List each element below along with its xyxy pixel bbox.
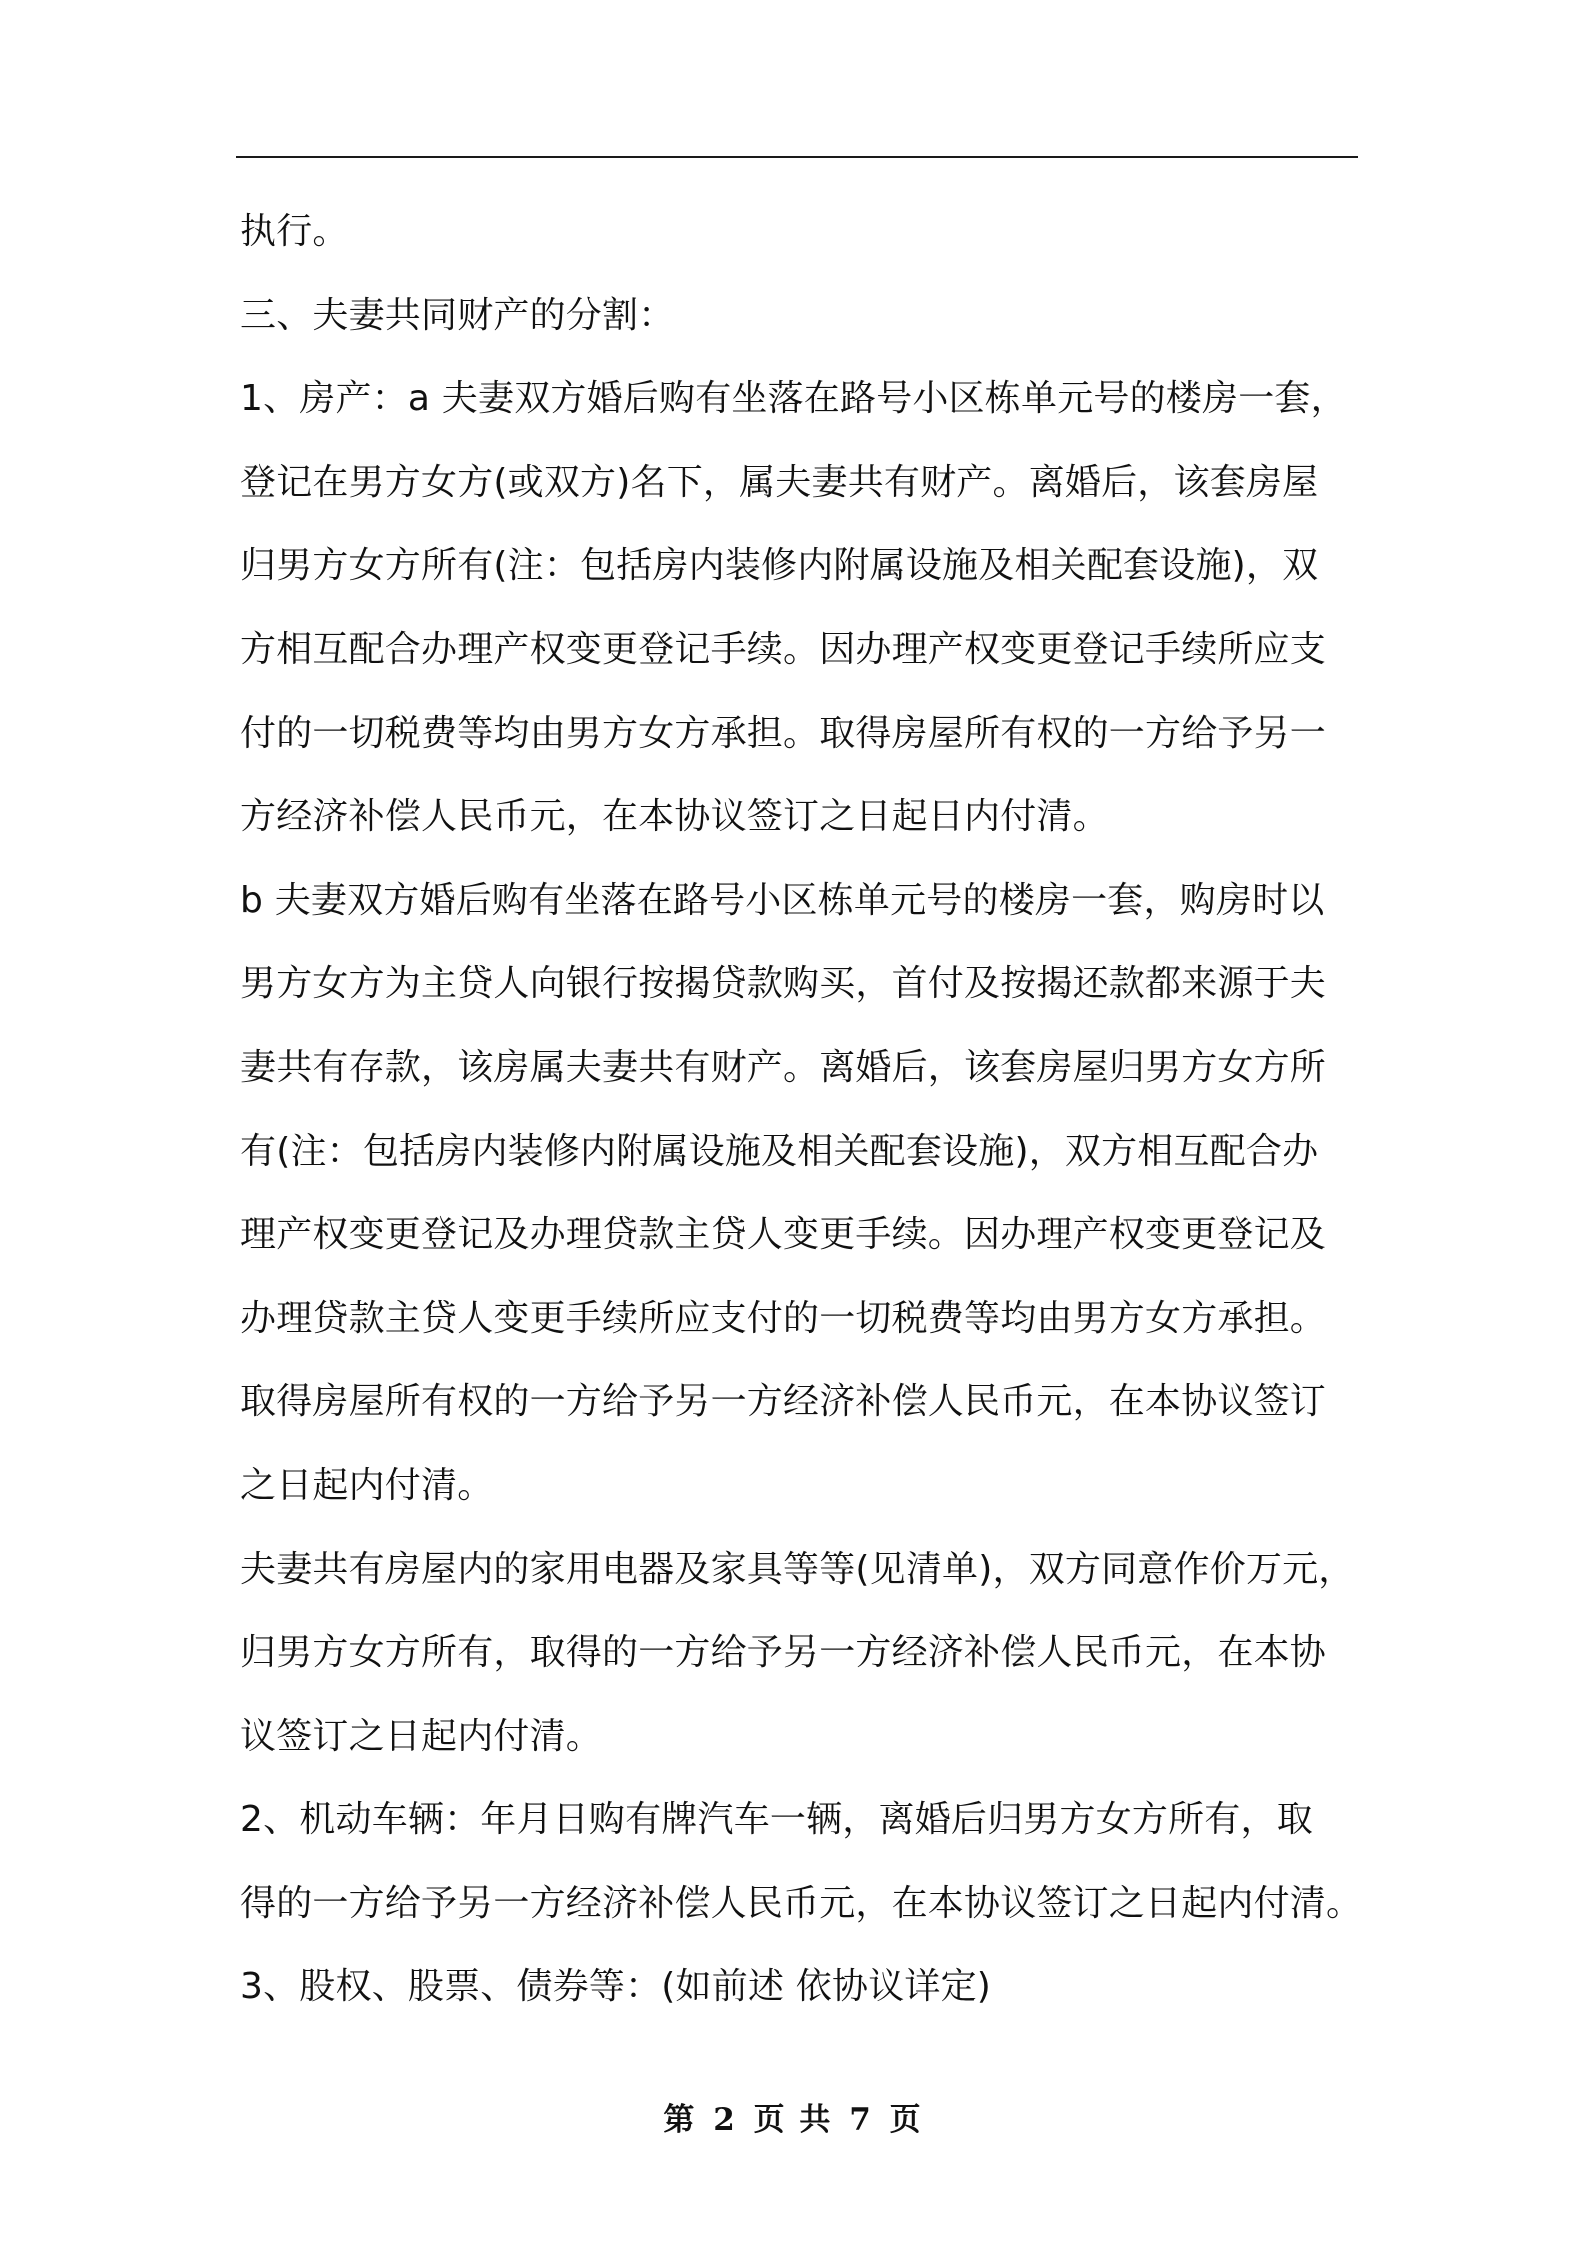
text-line: 取得房屋所有权的一方给予另一方经济补偿人民币元，在本协议签订	[240, 1381, 1327, 1423]
text-line: 1、房产：a 夫妻双方婚后购有坐落在路号小区栋单元号的楼房一套，	[240, 378, 1347, 420]
current-page-number: 2	[713, 2102, 737, 2138]
text-line: 理产权变更登记及办理贷款主贷人变更手续。因办理产权变更登记及	[240, 1214, 1327, 1256]
text-line: 方相互配合办理产权变更登记手续。因办理产权变更登记手续所应支	[240, 628, 1327, 670]
text-line: b 夫妻双方婚后购有坐落在路号小区栋单元号的楼房一套，购房时以	[240, 879, 1325, 921]
text-line: 之日起内付清。	[240, 1464, 494, 1506]
text-line: 议签订之日起内付清。	[240, 1715, 603, 1757]
text-line: 2、机动车辆：年月日购有牌汽车一辆，离婚后归男方女方所有，取	[240, 1799, 1313, 1841]
footer-suffix: 页	[889, 2102, 923, 2138]
text-line: 方经济补偿人民币元，在本协议签订之日起日内付清。	[240, 796, 1109, 838]
text-line: 有(注：包括房内装修内附属设施及相关配套设施)，双方相互配合办	[240, 1130, 1319, 1172]
text-line: 妻共有存款，该房属夫妻共有财产。离婚后，该套房屋归男方女方所	[240, 1046, 1327, 1088]
total-pages-number: 7	[849, 2102, 873, 2138]
header-rule	[236, 156, 1358, 158]
text-line: 执行。	[240, 211, 349, 252]
section-heading: 三、夫妻共同财产的分割：	[240, 294, 675, 336]
text-line: 得的一方给予另一方经济补偿人民币元，在本协议签订之日起内付清。	[240, 1882, 1363, 1924]
document-body	[240, 190, 1370, 2029]
page-footer	[0, 2094, 1586, 2139]
text-line: 付的一切税费等均由男方女方承担。取得房屋所有权的一方给予另一	[240, 712, 1327, 754]
footer-mid: 页 共	[753, 2102, 833, 2138]
text-line: 3、股权、股票、债券等：(如前述 依协议详定)	[240, 1966, 992, 2008]
text-line: 登记在男方女方(或双方)名下，属夫妻共有财产。离婚后，该套房屋	[240, 461, 1319, 503]
text-line: 归男方女方所有，取得的一方给予另一方经济补偿人民币元，在本协	[240, 1632, 1327, 1674]
footer-prefix: 第	[663, 2102, 697, 2138]
text-line: 归男方女方所有(注：包括房内装修内附属设施及相关配套设施)，双	[240, 545, 1319, 587]
text-line: 夫妻共有房屋内的家用电器及家具等等(见清单)，双方同意作价万元，	[240, 1548, 1355, 1590]
text-line: 男方女方为主贷人向银行按揭贷款购买，首付及按揭还款都来源于夫	[240, 963, 1327, 1005]
text-line: 办理贷款主贷人变更手续所应支付的一切税费等均由男方女方承担。	[240, 1297, 1327, 1339]
